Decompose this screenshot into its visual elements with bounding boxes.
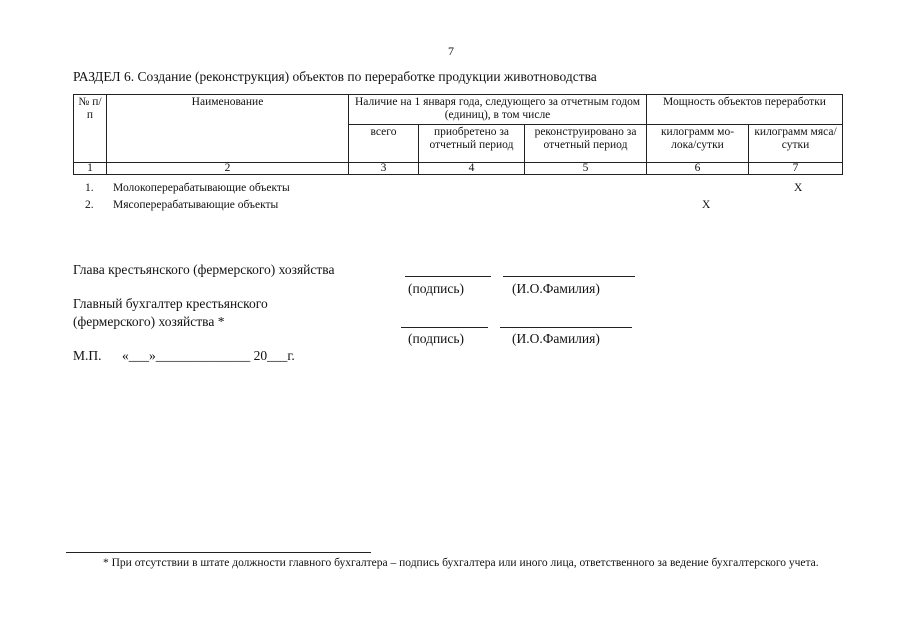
row-mark: Х bbox=[702, 199, 711, 211]
header-total: всего bbox=[349, 125, 419, 163]
row-name: Мясоперерабатывающие объекты bbox=[113, 199, 279, 211]
table-row bbox=[73, 199, 842, 215]
head-name-caption: (И.О.Фамилия) bbox=[512, 281, 600, 296]
footnote-separator bbox=[66, 552, 371, 553]
header-milk: килограмм мо-лока/сутки bbox=[647, 125, 749, 163]
col-number-7: 7 bbox=[749, 163, 843, 175]
head-label: Глава крестьянского (фермерского) хозяйства bbox=[73, 262, 335, 277]
header-availability: Наличие на 1 января года, следующего за отчетным годом (единиц), в том числе bbox=[349, 95, 647, 125]
col-number-5: 5 bbox=[525, 163, 647, 175]
col-number-6: 6 bbox=[647, 163, 749, 175]
header-acquired: приобретено за отчетный период bbox=[419, 125, 525, 163]
accountant-label-line-2: (фермерского) хозяйства * bbox=[73, 314, 225, 329]
row-number: 2. bbox=[85, 199, 94, 211]
objects-table bbox=[73, 94, 843, 175]
accountant-name-caption: (И.О.Фамилия) bbox=[512, 331, 600, 346]
head-signature-caption: (подпись) bbox=[408, 281, 465, 296]
page-number: 7 bbox=[448, 44, 454, 58]
col-number-1: 1 bbox=[74, 163, 107, 175]
head-signature-line bbox=[405, 276, 491, 277]
col-number-4: 4 bbox=[419, 163, 525, 175]
section-title: РАЗДЕЛ 6. Создание (реконструкция) объектов по переработке продукции животноводства bbox=[73, 69, 597, 84]
header-num: № п/п bbox=[74, 95, 107, 163]
row-number: 1. bbox=[85, 182, 94, 194]
accountant-name-line bbox=[500, 327, 632, 328]
accountant-signature-line bbox=[401, 327, 488, 328]
row-mark: Х bbox=[794, 182, 803, 194]
header-reconstructed: реконструировано за отчетный период bbox=[525, 125, 647, 163]
header-capacity: Мощность объектов переработки bbox=[647, 95, 843, 125]
table-row bbox=[73, 182, 842, 198]
stamp-label: М.П. bbox=[73, 348, 102, 363]
date-line: «___»______________ 20___г. bbox=[122, 348, 295, 363]
footnote: * При отсутствии в штате должности главного бухгалтера – подпись бухгалтера или иного лица, ответственного за ведение бухгалтерского учета. bbox=[103, 557, 819, 569]
accountant-label-line-1: Главный бухгалтер крестьянского bbox=[73, 296, 268, 311]
head-name-line bbox=[503, 276, 635, 277]
header-meat: килограмм мяса/сутки bbox=[749, 125, 843, 163]
accountant-signature-caption: (подпись) bbox=[408, 331, 465, 346]
row-name: Молокоперерабатывающие объекты bbox=[113, 182, 290, 194]
col-number-3: 3 bbox=[349, 163, 419, 175]
col-number-2: 2 bbox=[107, 163, 349, 175]
header-name: Наименование bbox=[107, 95, 349, 163]
